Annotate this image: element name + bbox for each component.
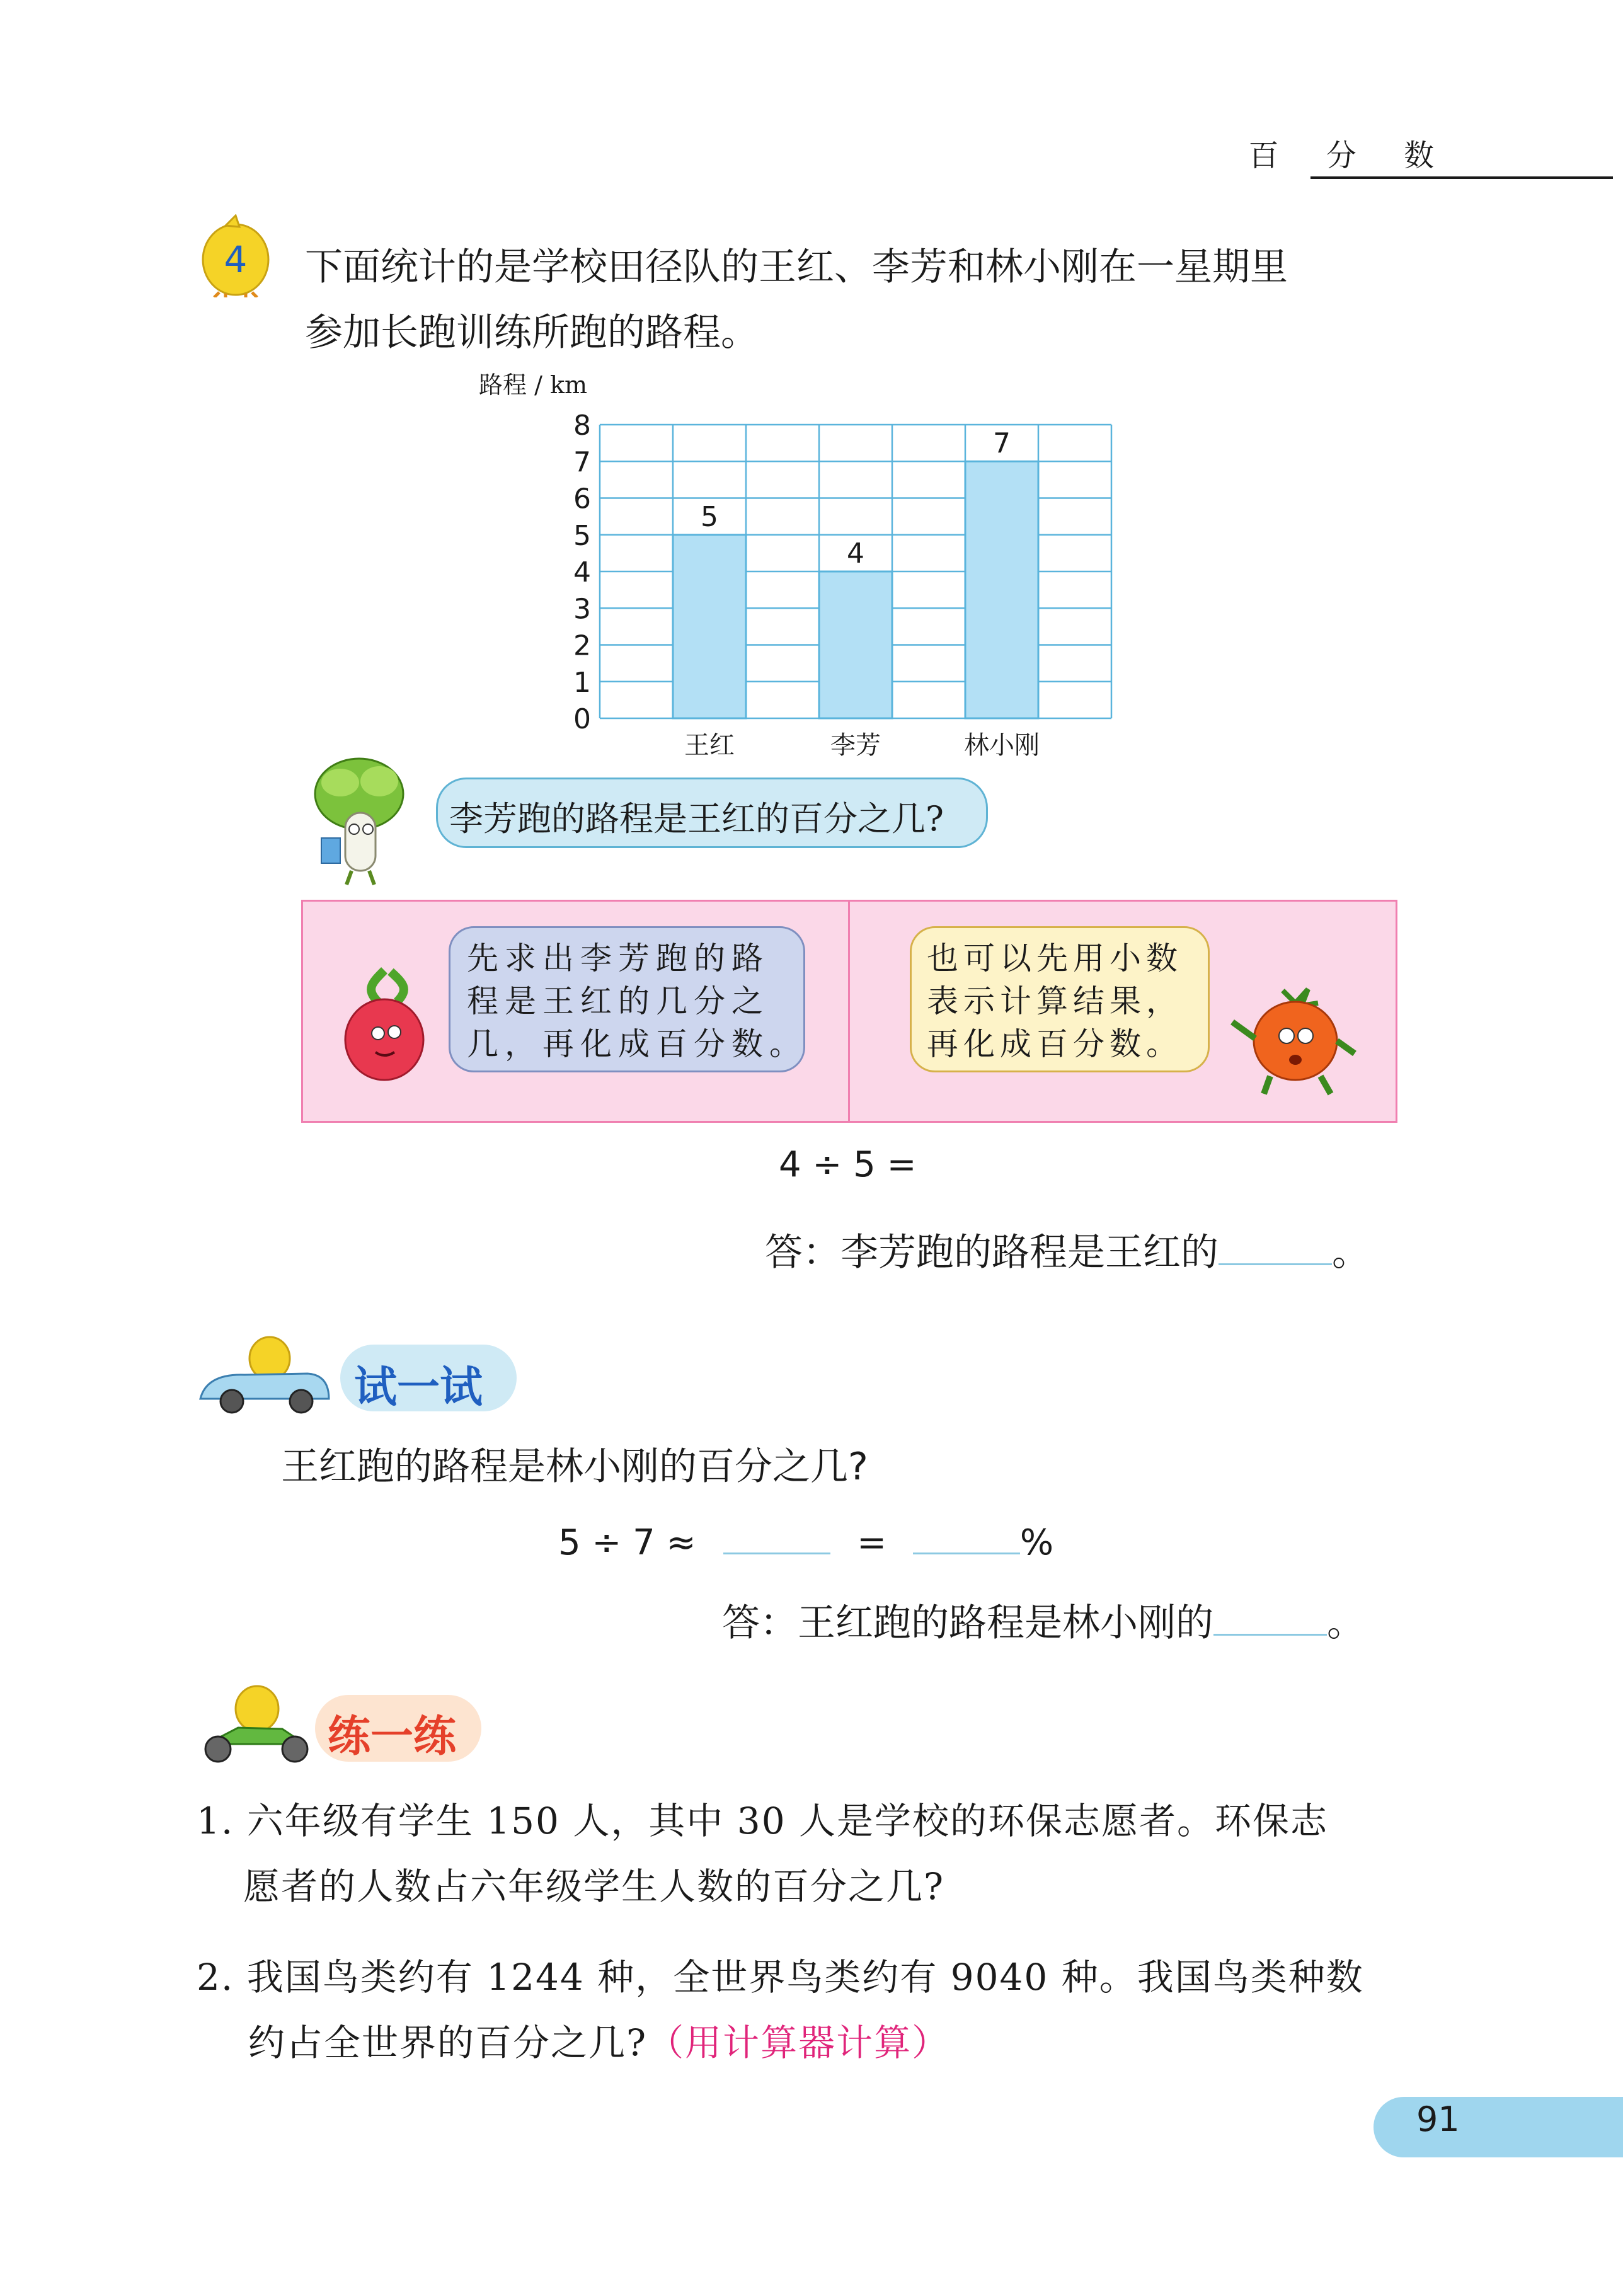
try-it-percent-sign: % [1019, 1522, 1054, 1563]
answer-2-suffix: 。 [1327, 1601, 1365, 1645]
page-number-tab [1374, 2097, 1623, 2157]
y-tick-label: 0 [573, 703, 591, 735]
practice-item-1-line-2: 愿者的人数占六年级学生人数的百分之几? [243, 1865, 945, 1908]
y-tick-label: 7 [573, 446, 591, 479]
practice-item-2-line-2: 约占全世界的百分之几? [248, 2021, 648, 2064]
practice-item-2 [197, 1944, 1364, 2075]
answer-line-2 [722, 1593, 1365, 1647]
y-tick-label: 5 [573, 519, 591, 552]
y-tick-label: 4 [573, 556, 591, 588]
hint-left-line-2: 程是王红的几分之 [467, 983, 769, 1019]
car-icon [194, 1336, 333, 1418]
hint-left-line-1: 先求出李芳跑的路 [467, 940, 769, 977]
try-it-blank-decimal[interactable] [723, 1515, 830, 1554]
hint-left-line-3: 几，再化成百分数。 [467, 1026, 807, 1062]
practice-item-2-note: （用计算器计算） [647, 2021, 950, 2064]
practice-item-1 [197, 1788, 1328, 1919]
hint-right-line-2: 表示计算结果， [927, 983, 1183, 1019]
data-label: 7 [993, 427, 1011, 460]
data-label: 5 [701, 500, 718, 533]
problem-text-line-2: 参加长跑训练所跑的路程。 [305, 311, 759, 355]
answer-1-prefix: 答：李芳跑的路程是王红的 [765, 1231, 1219, 1275]
hint-right-line-3: 再化成百分数。 [927, 1026, 1183, 1062]
chick-icon [200, 214, 271, 297]
answer-1-suffix: 。 [1332, 1231, 1370, 1275]
motorcycle-mascot [194, 1684, 314, 1765]
hint-right-line-1: 也可以先用小数 [927, 940, 1183, 977]
bar-chart [454, 365, 1159, 775]
y-tick-label: 6 [573, 483, 591, 515]
hint-bubble-left [449, 926, 805, 1072]
answer-1-blank[interactable] [1219, 1225, 1332, 1265]
bar [819, 571, 892, 718]
try-it-expr-left: 5 ÷ 7 ≈ [558, 1522, 696, 1563]
try-it-expression [558, 1515, 1053, 1563]
hint-panel-divider [848, 900, 850, 1123]
hint-bubble-right [910, 926, 1210, 1072]
y-tick-label: 2 [573, 629, 591, 662]
problem-number: 4 [224, 238, 248, 281]
radish-mascot-icon [334, 964, 435, 1090]
x-tick-label: 李芳 [830, 731, 881, 760]
y-axis-ticks [573, 410, 591, 735]
y-tick-label: 8 [573, 410, 591, 442]
question-bubble [436, 778, 988, 848]
answer-2-prefix: 答：王红跑的路程是林小刚的 [722, 1601, 1213, 1645]
cabbage-mascot-icon [296, 750, 422, 888]
bar [965, 461, 1038, 718]
data-label: 4 [847, 537, 864, 570]
question-bubble-text: 李芳跑的路程是王红的百分之几? [449, 799, 944, 839]
car-mascot [194, 1336, 333, 1418]
problem-text-line-1: 下面统计的是学校田径队的王红、李芳和林小刚在一星期里 [305, 245, 1288, 289]
try-it-title: 试一试 [354, 1363, 483, 1413]
practice-title: 练一练 [328, 1712, 457, 1762]
y-tick-label: 1 [573, 666, 591, 699]
problem-number-badge [200, 214, 271, 297]
page-number: 91 [1416, 2099, 1460, 2139]
answer-2-blank[interactable] [1213, 1596, 1327, 1636]
header-rule [1310, 176, 1613, 179]
practice-item-2-line-1: 2. 我国鸟类约有 1244 种，全世界鸟类约有 9040 种。我国鸟类种数 [197, 1956, 1364, 1999]
try-it-equals: = [857, 1522, 887, 1563]
section-header: 百 分 数 [1248, 138, 1453, 173]
try-it-question: 王红跑的路程是林小刚的百分之几? [281, 1445, 868, 1489]
y-tick-label: 3 [573, 593, 591, 626]
y-axis-label: 路程 / km [479, 371, 588, 399]
tomato-character [1220, 978, 1365, 1098]
radish-character [334, 964, 435, 1090]
motorcycle-icon [194, 1684, 314, 1765]
bar [673, 535, 746, 718]
try-it-blank-percent[interactable] [913, 1515, 1020, 1554]
bar-series [673, 427, 1038, 718]
practice-item-1-line-1: 1. 六年级有学生 150 人，其中 30 人是学校的环保志愿者。环保志 [197, 1799, 1329, 1842]
calc-expression: 4 ÷ 5 = [779, 1144, 917, 1185]
x-axis-ticks [684, 731, 1040, 760]
answer-line-1 [765, 1222, 1370, 1277]
tomato-mascot-icon [1220, 978, 1365, 1098]
x-tick-label: 林小刚 [964, 731, 1040, 760]
x-tick-label: 王红 [684, 731, 735, 760]
cabbage-character [296, 750, 422, 888]
